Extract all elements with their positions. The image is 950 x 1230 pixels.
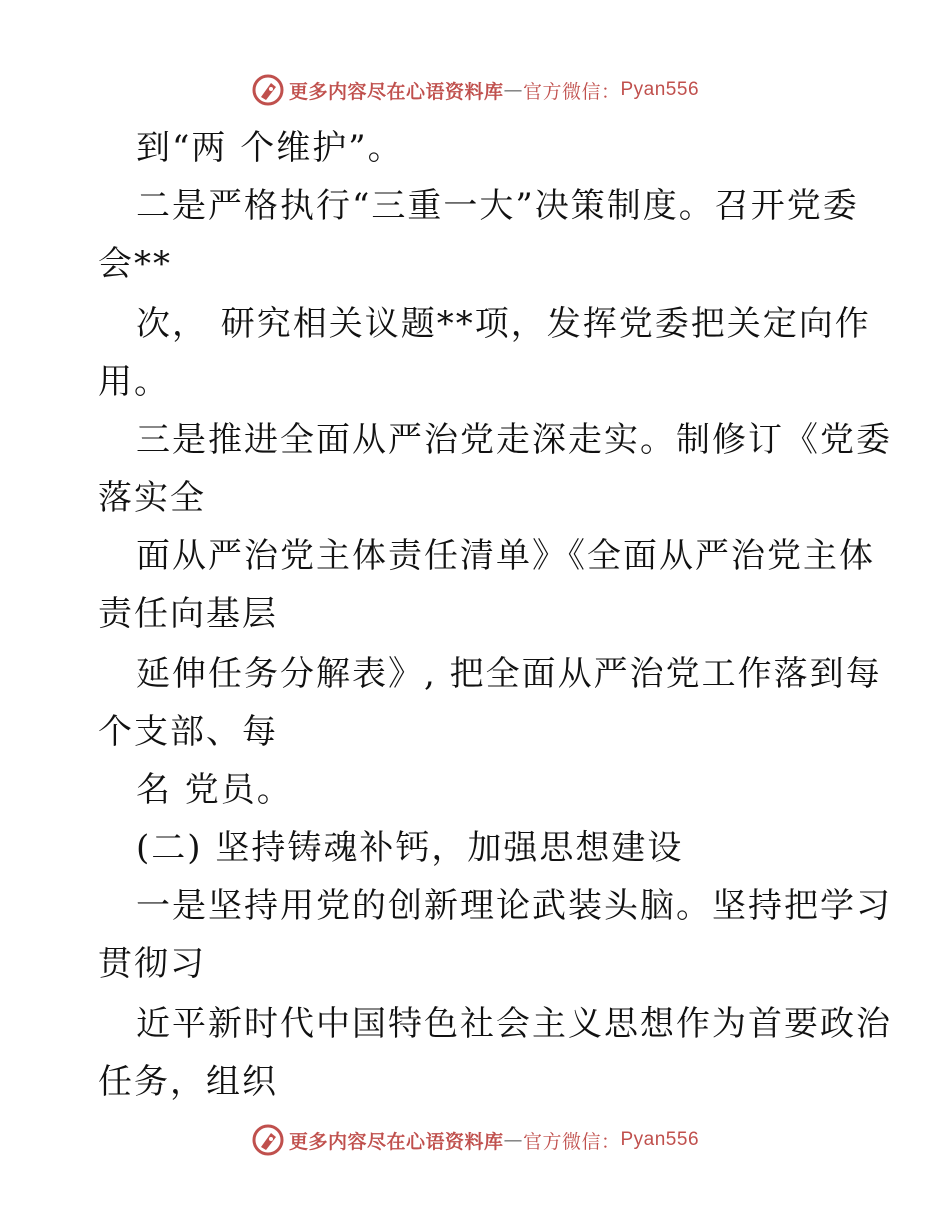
body-line: 一是坚持用党的创新理论武装头脑。坚持把学习	[136, 886, 892, 926]
body-line: 责任向基层	[98, 594, 278, 634]
body-line: 次， 研究相关议题**项，发挥党委把关定向作	[136, 304, 871, 344]
header-separator: —	[503, 79, 523, 101]
body-line: 个支部、每	[98, 712, 278, 752]
footer-separator: —	[503, 1129, 523, 1151]
body-line: 会**	[98, 244, 172, 284]
pen-nib-circle-icon	[251, 73, 285, 107]
footer-promo-text: 更多内容尽在心语资料库	[288, 1130, 504, 1153]
body-line: 贯彻习	[98, 944, 206, 984]
pen-nib-circle-icon	[251, 1123, 285, 1157]
header-wechat-label: 官方微信：	[522, 80, 621, 103]
section-heading: (二) 坚持铸魂补钙，加强思想建设	[136, 828, 684, 868]
body-line: 近平新时代中国特色社会主义思想作为首要政治	[136, 1004, 892, 1044]
footer-wechat-id: Pyan556	[620, 1129, 700, 1150]
footer-wechat-label: 官方微信：	[522, 1130, 621, 1153]
footer-banner	[0, 1120, 950, 1160]
body-line: 面从严治党主体责任清单》《全面从严治党主体	[136, 536, 875, 576]
body-line: 名 党员。	[136, 770, 293, 810]
header-promo-text: 更多内容尽在心语资料库	[288, 80, 504, 103]
body-line: 延伸任务分解表》, 把全面从严治党工作落到每	[136, 654, 882, 694]
header-banner	[0, 70, 950, 110]
body-line: 到“两 个维护”。	[136, 128, 404, 168]
body-line: 三是推进全面从严治党走深走实。制修订《党委	[136, 420, 892, 460]
header-wechat-id: Pyan556	[620, 79, 700, 100]
body-line: 二是严格执行“三重一大”决策制度。召开党委	[136, 186, 859, 226]
body-line: 落实全	[98, 478, 206, 518]
body-line: 用。	[98, 362, 170, 402]
body-line: 任务，组织	[98, 1062, 278, 1102]
